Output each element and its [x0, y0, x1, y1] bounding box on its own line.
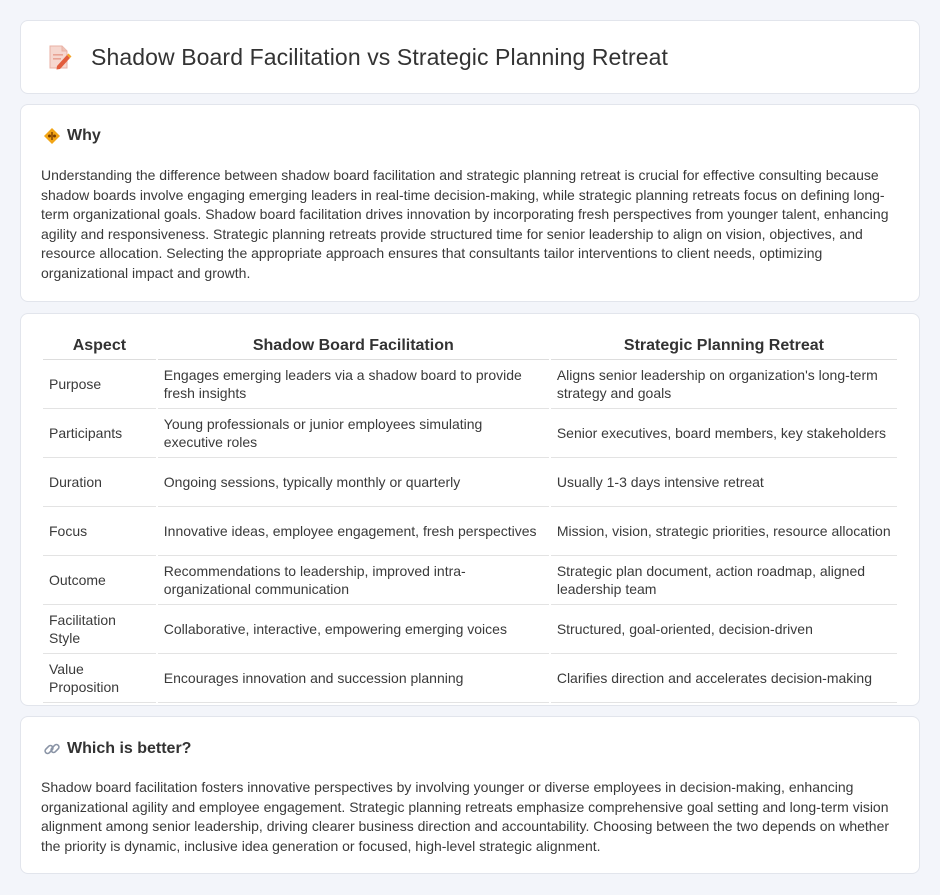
- row-aspect: Outcome: [43, 556, 156, 605]
- row-strategic-retreat: Strategic plan document, action roadmap, aligned leadership team: [551, 556, 897, 605]
- row-shadow-board: Young professionals or junior employees simulating executive roles: [158, 409, 549, 458]
- row-strategic-retreat: Clarifies direction and accelerates decision-making: [551, 654, 897, 703]
- why-heading: [43, 127, 101, 145]
- row-strategic-retreat: Usually 1-3 days intensive retreat: [551, 458, 897, 507]
- link-icon: [43, 740, 61, 758]
- comparison-section: [20, 313, 920, 706]
- table-row: [43, 458, 897, 507]
- document-pencil-icon: [45, 43, 73, 71]
- better-title: Which is better?: [67, 740, 192, 757]
- table-row: [43, 507, 897, 556]
- column-header-shadow-board: Shadow Board Facilitation: [158, 333, 549, 360]
- row-aspect: Focus: [43, 507, 156, 556]
- table-header-row: [43, 333, 897, 360]
- better-heading: [43, 740, 191, 758]
- row-shadow-board: Encourages innovation and succession planning: [158, 654, 549, 703]
- table-row: [43, 556, 897, 605]
- row-aspect: Value Proposition: [43, 654, 156, 703]
- row-aspect: Duration: [43, 458, 156, 507]
- why-section: [20, 104, 920, 302]
- why-title: Why: [67, 127, 101, 144]
- row-aspect: Facilitation Style: [43, 605, 156, 654]
- row-strategic-retreat: Senior executives, board members, key stakeholders: [551, 409, 897, 458]
- table-row: [43, 360, 897, 409]
- table-row: [43, 409, 897, 458]
- better-body: Shadow board facilitation fosters innovative perspectives by involving younger or diverse employees in decision-making, enhancing organizational agility and employee engagement. Strategic planning retreats emphasize comprehensive goal setting and long-term vision alignment among senior leadership, driving clearer business direction and accountability. Choosing between the two depends on whether the priority is dynamic, inclusive idea generation or focused, high-level strategic alignment.: [41, 779, 890, 854]
- column-header-aspect: Aspect: [43, 333, 156, 360]
- why-body: Understanding the difference between shadow board facilitation and strategic planning retreat is crucial for effective consulting because shadow boards involve engaging emerging leaders in real-time decision-making, while strategic planning retreats focus on defining long-term organizational goals. Shadow board facilitation drives innovation by incorporating fresh perspectives from younger talent, enhancing agility and responsiveness. Strategic planning retreats provide structured time for senior leadership to align on vision, objectives, and resource allocation. Selecting the appropriate approach ensures that consultants tailor interventions to client needs, optimizing organizational impact and growth.: [41, 167, 889, 281]
- row-shadow-board: Engages emerging leaders via a shadow board to provide fresh insights: [158, 360, 549, 409]
- row-shadow-board: Ongoing sessions, typically monthly or quarterly: [158, 458, 549, 507]
- row-strategic-retreat: Mission, vision, strategic priorities, resource allocation: [551, 507, 897, 556]
- which-is-better-section: [20, 716, 920, 874]
- comparison-table: [41, 333, 899, 703]
- diamond-badge-icon: [43, 127, 61, 145]
- table-row: [43, 605, 897, 654]
- row-strategic-retreat: Aligns senior leadership on organization's long-term strategy and goals: [551, 360, 897, 409]
- row-aspect: Purpose: [43, 360, 156, 409]
- row-shadow-board: Collaborative, interactive, empowering emerging voices: [158, 605, 549, 654]
- row-strategic-retreat: Structured, goal-oriented, decision-driven: [551, 605, 897, 654]
- column-header-strategic-retreat: Strategic Planning Retreat: [551, 333, 897, 360]
- page-title: Shadow Board Facilitation vs Strategic Planning Retreat: [91, 43, 668, 70]
- row-aspect: Participants: [43, 409, 156, 458]
- row-shadow-board: Recommendations to leadership, improved intra-organizational communication: [158, 556, 549, 605]
- header-card: [20, 20, 920, 94]
- row-shadow-board: Innovative ideas, employee engagement, fresh perspectives: [158, 507, 549, 556]
- table-row: [43, 654, 897, 703]
